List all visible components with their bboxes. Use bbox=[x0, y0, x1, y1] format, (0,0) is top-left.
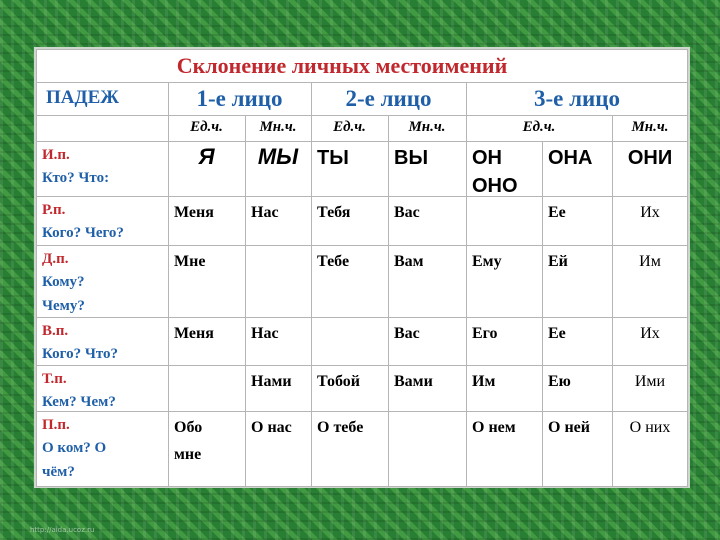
pronoun-form: Их bbox=[640, 325, 660, 342]
case-name: Т.п. bbox=[42, 371, 67, 387]
pronoun-form: Ему bbox=[472, 253, 502, 270]
pronoun-form: Вас bbox=[394, 325, 420, 342]
pronoun-form: О них bbox=[629, 419, 671, 436]
grid-line bbox=[388, 115, 389, 486]
pronoun-form: Мне bbox=[174, 253, 206, 270]
grid-line bbox=[36, 141, 688, 142]
declension-table-sheet bbox=[36, 49, 688, 486]
case-name: Р.п. bbox=[42, 202, 66, 218]
case-question: О ком? О чём? bbox=[42, 440, 107, 480]
pronoun-form: О нас bbox=[251, 419, 292, 436]
grid-line bbox=[36, 245, 688, 246]
pronoun-form: ОНА bbox=[548, 147, 593, 169]
pronoun-form: ОН ОНО bbox=[472, 147, 518, 197]
pronoun-form: Им bbox=[472, 373, 496, 390]
case-question: Кого? Чего? bbox=[42, 225, 124, 241]
pronoun-form: ВЫ bbox=[394, 147, 429, 169]
grid-line bbox=[542, 141, 543, 486]
pronoun-form: Тебя bbox=[317, 204, 351, 221]
header-number-0: Ед.ч. bbox=[190, 119, 223, 135]
case-question: Кого? Что? bbox=[42, 346, 118, 362]
pronoun-form: МЫ bbox=[257, 144, 299, 169]
pronoun-form: О тебе bbox=[317, 419, 364, 436]
grid-line bbox=[36, 486, 688, 487]
pronoun-form: ОНИ bbox=[627, 147, 673, 169]
pronoun-form: Ею bbox=[548, 373, 571, 390]
header-number-5: Мн.ч. bbox=[631, 119, 669, 135]
header-person-2: 2-е лицо bbox=[345, 86, 432, 111]
pronoun-form: Нас bbox=[251, 204, 279, 221]
case-question: Кем? Чем? bbox=[42, 394, 116, 410]
pronoun-form: Вам bbox=[394, 253, 424, 270]
grid-line bbox=[36, 82, 688, 83]
pronoun-form: Меня bbox=[174, 204, 214, 221]
pronoun-form: Вас bbox=[394, 204, 420, 221]
pronoun-form: О ней bbox=[548, 419, 590, 436]
pronoun-form: Я bbox=[198, 144, 215, 169]
pronoun-form: Нами bbox=[251, 373, 292, 390]
pronoun-form: Ей bbox=[548, 253, 568, 270]
pronoun-form: ТЫ bbox=[317, 147, 349, 169]
header-number-2: Ед.ч. bbox=[333, 119, 366, 135]
pronoun-form: Его bbox=[472, 325, 498, 342]
grid-line bbox=[466, 82, 467, 486]
header-number-4: Ед.ч. bbox=[522, 119, 556, 135]
declension-table bbox=[36, 49, 688, 486]
header-person-3: 3-е лицо bbox=[533, 86, 621, 111]
pronoun-form: Вами bbox=[394, 373, 433, 390]
pronoun-form: Ее bbox=[548, 204, 566, 221]
pronoun-form: Меня bbox=[174, 325, 214, 342]
case-name: В.п. bbox=[42, 323, 69, 339]
header-padezh: ПАДЕЖ bbox=[46, 87, 120, 108]
pronoun-form: Обо мне bbox=[174, 419, 203, 463]
pronoun-form: Тобой bbox=[317, 373, 360, 390]
grid-line bbox=[36, 115, 688, 116]
pronoun-form: Тебе bbox=[317, 253, 350, 270]
grid-line bbox=[168, 82, 169, 486]
case-name: П.п. bbox=[42, 417, 70, 433]
pronoun-form: О нем bbox=[472, 419, 516, 436]
pronoun-form: Их bbox=[640, 204, 660, 221]
case-question: Кто? Что: bbox=[42, 170, 110, 186]
grid-line bbox=[311, 82, 312, 486]
header-person-1: 1-е лицо bbox=[196, 86, 283, 111]
watermark: http://aida.ucoz.ru bbox=[30, 526, 95, 534]
case-question: Кому? Чему? bbox=[42, 274, 85, 314]
table-title: Склонение личных местоимений bbox=[176, 53, 508, 78]
pronoun-form: Им bbox=[639, 253, 661, 270]
pronoun-form: Ее bbox=[548, 325, 566, 342]
header-number-3: Мн.ч. bbox=[408, 119, 446, 135]
grid-line bbox=[36, 196, 688, 197]
case-name: И.п. bbox=[42, 147, 70, 163]
pronoun-form: Нас bbox=[251, 325, 279, 342]
grid-line bbox=[36, 49, 37, 486]
header-number-1: Мн.ч. bbox=[259, 119, 297, 135]
pronoun-form: Ими bbox=[634, 373, 666, 390]
grid-line bbox=[36, 49, 688, 50]
grid-line bbox=[245, 115, 246, 486]
case-name: Д.п. bbox=[42, 251, 69, 267]
